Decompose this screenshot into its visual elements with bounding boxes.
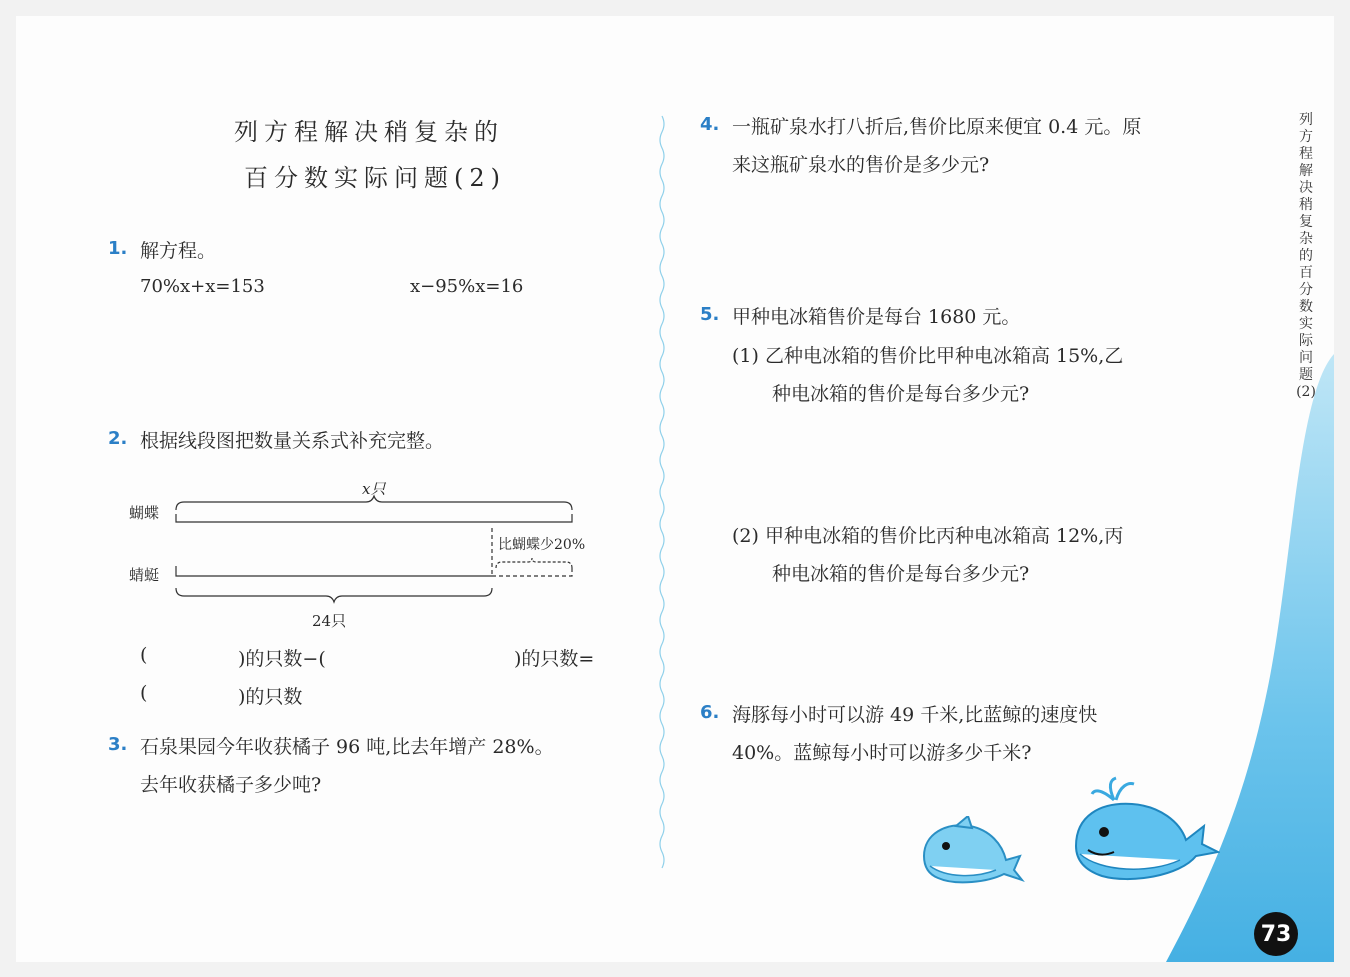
blank-line-1-mid: )的只数−( [238, 648, 326, 670]
question-5-sub1-line1: (1) 乙种电冰箱的售价比甲种电冰箱高 15%,乙 [732, 345, 1124, 367]
label-butterfly: 蝴蝶 [129, 504, 160, 522]
question-5-sub2-line2: 种电冰箱的售价是每台多少元? [772, 563, 1030, 585]
blank-line-1-end: )的只数= [514, 648, 595, 670]
question-4-line2: 来这瓶矿泉水的售价是多少元? [732, 154, 990, 176]
question-1-text: 解方程。 [140, 240, 217, 262]
question-4-line1: 一瓶矿泉水打八折后,售价比原来便宜 0.4 元。原 [732, 116, 1142, 138]
question-3-line1: 石泉果园今年收获橘子 96 吨,比去年增产 28%。 [140, 736, 554, 758]
question-3-line2: 去年收获橘子多少吨? [140, 774, 322, 796]
question-1-number: 1. [108, 238, 128, 259]
question-2-text: 根据线段图把数量关系式补充完整。 [140, 430, 445, 452]
dolphin-illustration [916, 816, 1026, 888]
blank-line-2-end: )的只数 [238, 686, 303, 708]
less-label: 比蝴蝶少20% [498, 537, 586, 553]
page-title-line1: 列方程解决稍复杂的 [234, 118, 504, 146]
question-5-text: 甲种电冰箱售价是每台 1680 元。 [732, 306, 1021, 328]
question-5-number: 5. [700, 304, 720, 325]
question-6-number: 6. [700, 702, 720, 723]
butterfly-segment [176, 514, 572, 522]
bottom-brace-label: 24只 [312, 612, 347, 630]
question-5-sub1-line2: 种电冰箱的售价是每台多少元? [772, 383, 1030, 405]
equation-1: 70%x+x=153 [140, 276, 265, 297]
whale-illustration [1070, 776, 1220, 888]
top-brace-label: x只 [362, 480, 386, 498]
question-6-line2: 40%。蓝鲸每小时可以游多少千米? [732, 742, 1032, 764]
question-2-number: 2. [108, 428, 128, 449]
page-title-line2: 百分数实际问题(2) [244, 164, 506, 192]
workbook-page [16, 16, 1334, 962]
side-vertical-title: 列方程解决稍复杂的百分数实际问题(2) [1296, 112, 1316, 400]
page-number-badge: 73 [1254, 912, 1298, 956]
label-dragonfly: 蜻蜓 [129, 566, 160, 584]
blank-line-1-open: ( [140, 644, 148, 666]
equation-2: x−95%x=16 [410, 276, 524, 297]
question-3-number: 3. [108, 734, 128, 755]
question-5-sub2-line1: (2) 甲种电冰箱的售价比丙种电冰箱高 12%,丙 [732, 525, 1124, 547]
dragonfly-segment [176, 566, 492, 576]
bottom-brace [176, 588, 492, 602]
question-4-number: 4. [700, 114, 720, 135]
question-6-line1: 海豚每小时可以游 49 千米,比蓝鲸的速度快 [732, 704, 1098, 726]
difference-segment [492, 566, 572, 576]
blank-line-2-open: ( [140, 682, 148, 704]
